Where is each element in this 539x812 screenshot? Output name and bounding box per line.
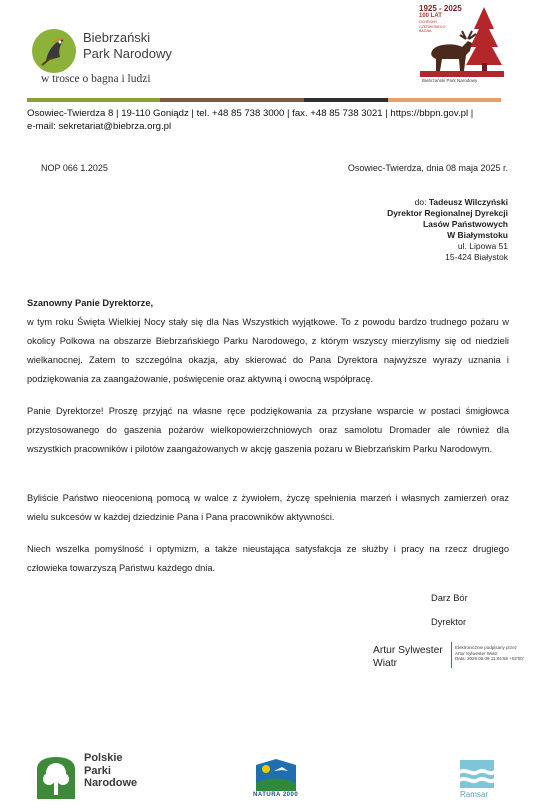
natura-text: NATURA 2000 (253, 792, 299, 798)
recipient-city-org: W Białymstoku (447, 230, 508, 240)
contact-info (27, 107, 512, 133)
paragraph-3: Byliście Państwo nieocenioną pomocą w walce z żywiołem, życzę spełnienia marzeń i własnych zamierzeń oraz wielu sukcesów w każdej dziedzinie Pana i Pana pracowników aktywności. (27, 493, 509, 522)
signer-role: Dyrektor (431, 617, 467, 627)
letter-date: Osowiec-Twierdza, dnia 08 maja 2025 r. (347, 163, 508, 173)
ramsar-logo (460, 760, 494, 788)
paragraph-4: Niech wszelka pomyślność i optymizm, a także nieustająca satysfakcja ze służby i pracy na rzecz drugiego człowieka towarzyszą Państwu każdego dnia. (27, 544, 509, 573)
recipient-postal: 15-424 Białystok (445, 252, 508, 262)
recipient-name: Tadeusz Wilczyński (428, 197, 508, 207)
recipient-address (387, 197, 508, 263)
anniversary-footer: Biebrzański Park Narodowy (422, 78, 478, 83)
park-name (83, 30, 172, 62)
signature-divider (451, 642, 452, 668)
anniversary-subtitle: OCHRONY CZERWONEGO BAGNA (419, 20, 446, 34)
recipient-title: Dyrektor Regionalnej Dyrekcji (387, 208, 508, 218)
contact-line1: Osowiec-Twierdza 8 | 19-110 Goniądz | tel. +48 85 738 3000 | fax. +48 85 738 3021 | https://bbpn.gov.pl | (27, 108, 474, 119)
reference-number: NOP 066 1.2025 (41, 163, 108, 173)
natura-logo (252, 757, 300, 793)
natura-bird-icon (252, 757, 300, 793)
park-motto: w trosce o bagna i ludzi (41, 73, 151, 85)
park-logo (30, 27, 78, 75)
signer-name: Artur Sylwester Wiatr (373, 645, 443, 669)
tree-logo-icon (33, 755, 79, 803)
electronic-signature-note: Elektronicznie podpisany przez Artur Sylwester Wiatr Data: 2025.05.09 11:04:55 +02'00' (455, 645, 524, 662)
anniversary-years: 1925 - 2025 (419, 4, 462, 13)
paragraph-2: Panie Dyrektorze! Proszę przyjąć na własne ręce podziękowania za przysłane wsparcie w postaci śmigłowca przystosowanego do gaszenia pożarów wielkopowierzchniowych oraz samolotu Dromader ale również dla wszystkich pracowników i pilotów zaangażowanych w akcję gaszenia pożaru w Biebrzańskim Parku Narodowym. (27, 406, 509, 454)
header-stripe-brown (160, 98, 304, 102)
paragraph-1: w tym roku Święta Wielkiej Nocy stały się dla Nas Wszystkich wyjątkowe. To z powodu bardzo trudnego pożaru w okolicy Polkowa na obszarze Biebrzańskiego Parku Narodowego, z którym wszyscy mierzylismy się od niedzieli wielkanocnej. Zatem to szczególna okazja, aby skierować do Pana Dyrektora najwyższe wyrazy uznania i podziękowania za zaangażowanie, poświęcenie oraz aktywną i owocną współpracę. (27, 317, 509, 384)
contact-email: e-mail: sekretariat@biebrza.org.pl (27, 121, 172, 132)
ppn-logo (33, 755, 79, 803)
park-name-line2: Park Narodowy (83, 46, 172, 61)
bird-logo-icon (30, 27, 78, 75)
anniversary-lat: 100 LAT (419, 13, 442, 19)
closing-greeting: Darz Bór (431, 593, 468, 603)
park-name-line1: Biebrzański (83, 30, 151, 45)
header-stripe-dark (304, 98, 388, 102)
recipient-street: ul. Lipowa 51 (457, 241, 508, 251)
ramsar-wave-icon (460, 760, 494, 788)
header-stripe-green (27, 98, 160, 102)
header-stripe-orange (388, 98, 501, 102)
recipient-prefix: do: (414, 197, 427, 207)
ppn-text: Polskie Parki Narodowe (84, 752, 138, 789)
ramsar-text: Ramsar (460, 790, 489, 799)
recipient-org: Lasów Państwowych (422, 219, 508, 229)
salutation: Szanowny Panie Dyrektorze, (27, 298, 154, 308)
